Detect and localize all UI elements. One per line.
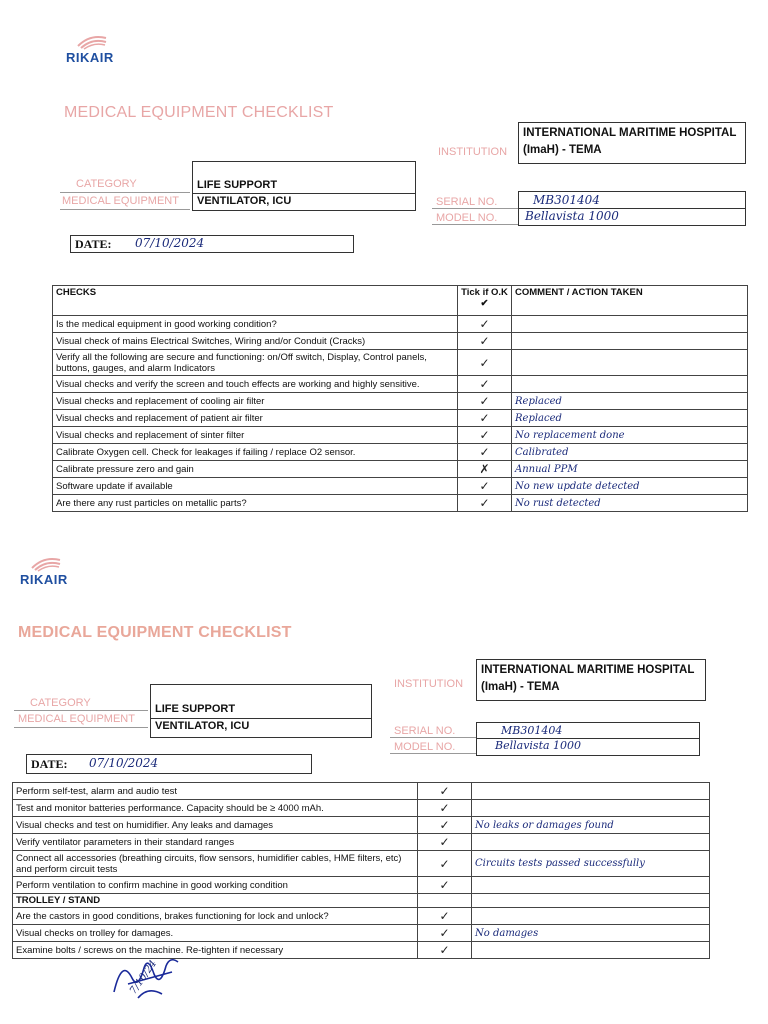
check-text: Are the castors in good conditions, brakes functioning for lock and unlock? [13,908,418,925]
check-text: Perform ventilation to confirm machine in good working condition [13,877,418,894]
tick-mark: ✓ [418,817,472,834]
tick-mark: ✓ [458,376,512,393]
checks-table-1 [52,285,748,512]
page-title: MEDICAL EQUIPMENT CHECKLIST [64,104,334,121]
category-label-2: CATEGORY [30,697,91,709]
comment-cell [472,834,710,851]
check-text: Verify ventilator parameters in their standard ranges [13,834,418,851]
category-label: CATEGORY [76,178,137,190]
col-comment-header: COMMENT / ACTION TAKEN [512,286,748,316]
serial-value-2: MB301404 [501,724,563,737]
date-box-2 [26,754,312,774]
model-label: MODEL NO. [436,212,498,224]
comment-cell [472,894,710,908]
tick-mark: ✓ [418,800,472,817]
tick-mark: ✓ [458,333,512,350]
comment-cell [472,942,710,959]
tick-mark: ✗ [458,461,512,478]
page-title-2: MEDICAL EQUIPMENT CHECKLIST [18,624,292,641]
section-row [13,894,710,908]
model-value-2: Bellavista 1000 [495,739,582,752]
institution-value-2: INTERNATIONAL MARITIME HOSPITAL (ImaH) - TEMA [476,659,706,701]
table-header-row [53,286,748,316]
table-row [13,817,710,834]
check-text: Is the medical equipment in good working condition? [53,316,458,333]
table-row [13,783,710,800]
col-tick-header: Tick if O.K ✔ [458,286,512,316]
table-row [53,444,748,461]
serial-label: SERIAL NO. [436,196,498,208]
category-value: LIFE SUPPORT [197,179,278,191]
brand-name: RIKAIR [66,50,114,65]
tick-mark: ✓ [418,851,472,877]
model-label-2: MODEL NO. [394,741,456,753]
equipment-value: VENTILATOR, ICU [197,195,292,207]
table-row [53,376,748,393]
table-row [13,877,710,894]
check-text: Visual checks and replacement of patient air filter [53,410,458,427]
institution-label-2: INSTITUTION [394,678,464,690]
table-row [13,834,710,851]
institution-label: INSTITUTION [438,146,508,158]
signature-date: 7/10/24 [128,958,160,997]
comment-cell: No rust detected [512,495,748,512]
date-box [70,235,354,253]
tick-mark: ✓ [418,925,472,942]
table-row [53,333,748,350]
tick-mark: ✓ [458,410,512,427]
tick-mark: ✓ [458,350,512,376]
logo-swoosh-icon [76,34,108,50]
category-value-2: LIFE SUPPORT [155,703,236,715]
comment-cell [512,316,748,333]
category-box [192,161,416,211]
date-label-2: DATE: [31,757,68,771]
logo-swoosh-icon [30,556,62,572]
table-row [53,427,748,444]
equipment-value-2: VENTILATOR, ICU [155,720,250,732]
table-row [53,478,748,495]
check-text: Examine bolts / screws on the machine. Re-tighten if necessary [13,942,418,959]
comment-cell: No new update detected [512,478,748,495]
table-row [53,410,748,427]
check-text: Visual check of mains Electrical Switches, Wiring and/or Conduit (Cracks) [53,333,458,350]
tick-mark: ✓ [458,444,512,461]
check-text: Verify all the following are secure and functioning: on/Off switch, Display, Control panels, buttons, gauges, and alarm Indicators [53,350,458,376]
table-row [53,461,748,478]
comment-cell: No damages [472,925,710,942]
table-row [13,851,710,877]
comment-cell [472,800,710,817]
serial-model-box [518,191,746,226]
comment-cell [472,783,710,800]
table-row [13,908,710,925]
serial-label-2: SERIAL NO. [394,725,456,737]
comment-cell: Circuits tests passed successfully [472,851,710,877]
table-row [13,800,710,817]
tick-mark: ✓ [418,908,472,925]
checks-table-2 [12,782,710,959]
col-checks-header: CHECKS [53,286,458,316]
comment-cell: No replacement done [512,427,748,444]
date-value-2: 07/10/2024 [89,756,159,770]
category-underline [60,192,190,193]
serial-model-box-2 [476,722,700,756]
check-text: TROLLEY / STAND [13,894,418,908]
category-box-2 [150,684,372,738]
check-text: Calibrate pressure zero and gain [53,461,458,478]
check-text: Perform self-test, alarm and audio test [13,783,418,800]
tick-mark: ✓ [418,942,472,959]
tick-mark: ✓ [418,834,472,851]
model-value: Bellavista 1000 [525,209,619,223]
comment-cell [472,877,710,894]
check-text: Visual checks and replacement of cooling air filter [53,393,458,410]
check-text: Connect all accessories (breathing circuits, flow sensors, humidifier cables, HME filters, etc) and perform circuit tests [13,851,418,877]
check-text: Software update if available [53,478,458,495]
comment-cell: Replaced [512,410,748,427]
tick-mark: ✓ [458,316,512,333]
table-row [13,925,710,942]
table-row [53,393,748,410]
table-row [53,350,748,376]
check-text: Calibrate Oxygen cell. Check for leakages if failing / replace O2 sensor. [53,444,458,461]
comment-cell: No leaks or damages found [472,817,710,834]
tick-mark: ✓ [418,877,472,894]
date-value: 07/10/2024 [135,236,205,250]
comment-cell [512,350,748,376]
tick-mark: ✓ [458,393,512,410]
comment-cell: Annual PPM [512,461,748,478]
comment-cell: Replaced [512,393,748,410]
check-text: Visual checks and replacement of sinter filter [53,427,458,444]
serial-value: MB301404 [533,193,600,207]
check-text: Visual checks and verify the screen and touch effects are working and highly sensitive. [53,376,458,393]
tick-mark: ✓ [458,427,512,444]
tick-mark: ✓ [458,495,512,512]
table-row [53,495,748,512]
brand-name: RIKAIR [20,572,68,587]
table-row [53,316,748,333]
equipment-label: MEDICAL EQUIPMENT [62,195,179,207]
equipment-underline [60,209,190,210]
tick-mark: ✓ [458,478,512,495]
check-text: Are there any rust particles on metallic parts? [53,495,458,512]
equipment-label-2: MEDICAL EQUIPMENT [18,713,135,725]
tick-mark [418,894,472,908]
check-text: Visual checks and test on humidifier. Any leaks and damages [13,817,418,834]
comment-cell [512,376,748,393]
institution-value: INTERNATIONAL MARITIME HOSPITAL (ImaH) - TEMA [518,122,746,164]
check-text: Visual checks on trolley for damages. [13,925,418,942]
date-label: DATE: [75,237,112,251]
comment-cell [512,333,748,350]
tick-mark: ✓ [418,783,472,800]
comment-cell [472,908,710,925]
check-text: Test and monitor batteries performance. Capacity should be ≥ 4000 mAh. [13,800,418,817]
comment-cell: Calibrated [512,444,748,461]
